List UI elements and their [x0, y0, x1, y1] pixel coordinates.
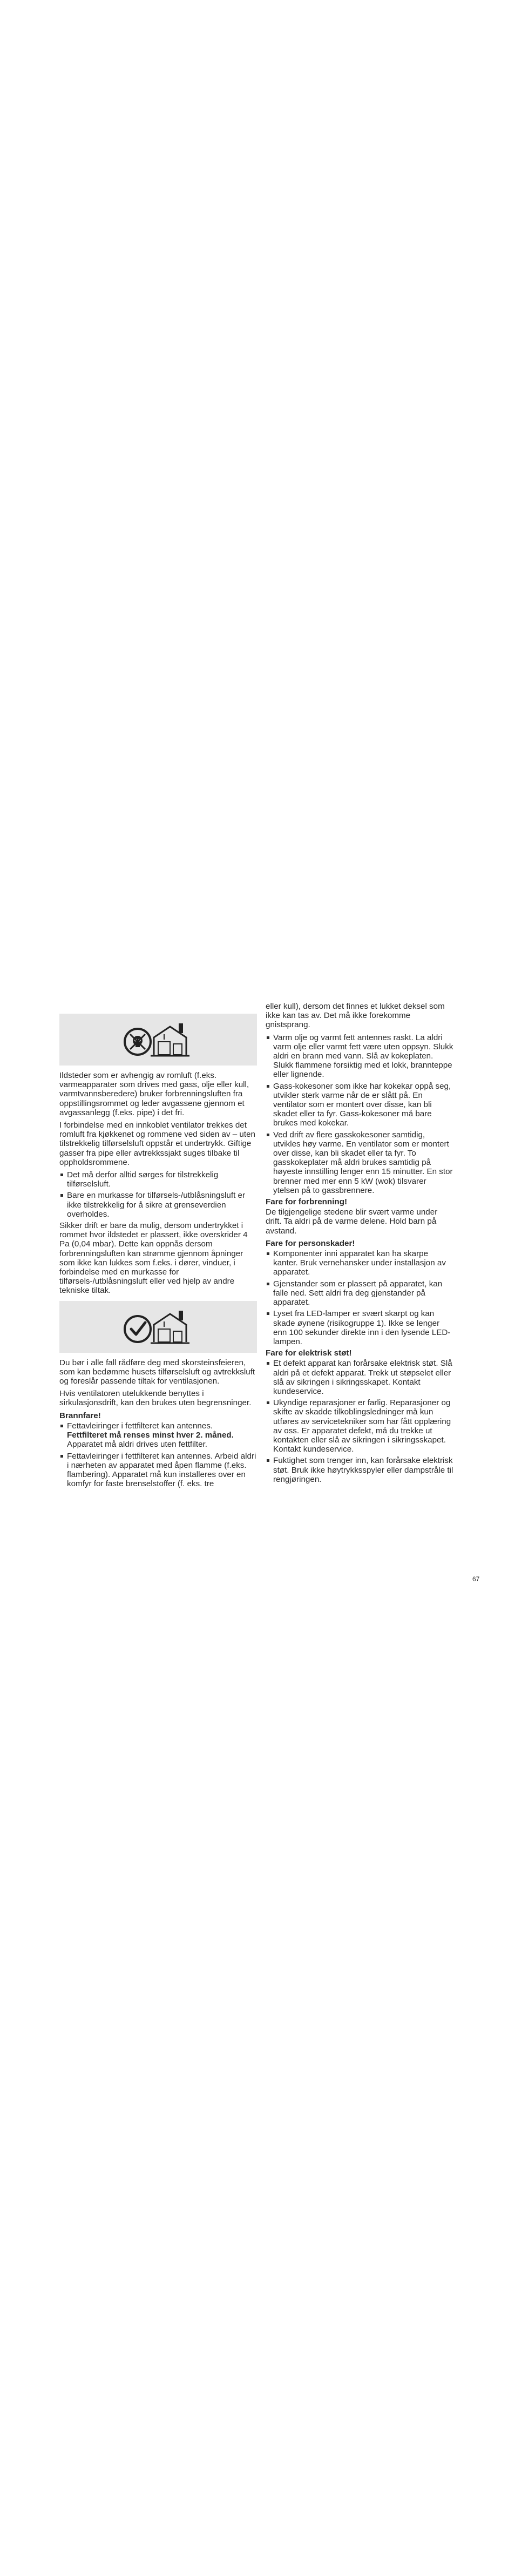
checkmark-house-icon [120, 1305, 196, 1348]
list-item: Varm olje og varmt fett antennes raskt. La aldri varm olje eller varmt fett være uten oppsyn. Slukk aldri en brann med vann. Slå av kokeplaten. Slukk flammene forsiktig med et lokk, brannteppe eller lignende. [266, 1033, 453, 1080]
bullet-list [266, 1359, 453, 1484]
left-column [59, 1014, 257, 1491]
paragraph: Sikker drift er bare da mulig, dersom undertrykket i rommet hvor ildstedet er plassert, ikke overskrider 4 Pa (0,04 mbar). Dette kan oppnås dersom forbrenningsluften kan strømme gjennom åpninger som ikke kan lukkes som f.eks. i dører, vinduer, i forbindelse med en murkasse for tilførsels-/utblåsningsluft eller ved hjelp av andre tekniske tiltak. [59, 1221, 248, 1296]
list-item: Gjenstander som er plassert på apparatet, kan falle ned. Sett aldri fra deg gjenstander på apparatet. [266, 1279, 453, 1307]
ok-illustration-box [59, 1301, 257, 1353]
right-column [266, 1002, 453, 1486]
bullet-list [266, 1033, 453, 1195]
list-item: Et defekt apparat kan forårsake elektrisk støt. Slå aldri på et defekt apparat. Trekk ut støpselet eller slå av sikringen i sikringsskapet. Kontakt kundeservice. [266, 1359, 453, 1396]
list-item: Gass-kokesoner som ikke har kokekar oppå seg, utvikler sterk varme når de er slått på. En ventilator som er montert over disse, kan bli skadet eller ta fyr. Gass-kokesoner må bare brukes med kokekar. [266, 1082, 453, 1128]
bullet-list [59, 1170, 257, 1219]
paragraph: Hvis ventilatoren utelukkende benyttes i sirkulasjonsdrift, kan den brukes uten begrensninger. [59, 1389, 252, 1408]
heading-injury: Fare for personskader! [266, 1238, 355, 1248]
paragraph: Ildsteder som er avhengig av romluft (f.eks. varmeapparater som drives med gass, olje eller kull, varmtvannsberedere) bruker forbrenningsluften fra oppstillingsrommet og leder avgassene gjennom et avgassanlegg (f.eks. pipe) i det fri. [59, 1071, 249, 1117]
skull-house-warning-icon [120, 1018, 196, 1061]
list-item: Det må derfor alltid sørges for tilstrekkelig tilførselsluft. [59, 1170, 257, 1189]
paragraph: I forbindelse med en innkoblet ventilator trekkes det romluft fra kjøkkenet og rommene ved siden av – uten tilstrekkelig tilførselsluft oppstår et undertrykk. Giftige gasser fra pipe eller avtrekkssjakt suges tilbake til oppholdsrommene. [59, 1121, 255, 1167]
heading-electric: Fare for elektrisk støt! [266, 1348, 352, 1358]
list-item: Bare en murkasse for tilførsels-/utblåsningsluft er ikke tilstrekkelig for å sikre at grenseverdien overholdes. [59, 1191, 257, 1219]
paragraph: Du bør i alle fall rådføre deg med skorsteinsfeieren, som kan bedømme husets tilførselsluft og avtrekksluft og foreslår passende tiltak for ventilasjonen. [59, 1358, 255, 1386]
list-item-text: Fettavleiringer i fettfilteret kan antennes. [67, 1421, 213, 1431]
paragraph: De tilgjengelige stedene blir svært varme under drift. Ta aldri på de varme delene. Hold barn på avstand. [266, 1208, 438, 1236]
list-item-emphasis: Fettfilteret må renses minst hver 2. måned. [67, 1431, 234, 1440]
heading-burn: Fare for forbrenning! [266, 1197, 348, 1207]
list-item: Ved drift av flere gasskokesoner samtidig, utvikles høy varme. En ventilator som er montert over disse, kan bli skadet eller ta fyr. To gasskokeplater må aldri brukes samtidig på høyeste innstilling lenger enn 15 minutter. En stor brenner med mer enn 5 kW (wok) tilsvarer ytelsen på to gassbrennere. [266, 1130, 453, 1195]
warning-illustration-box [59, 1014, 257, 1066]
list-item: Fuktighet som trenger inn, kan forårsake elektrisk støt. Bruk ikke høytrykksspyler eller dampstråle til rengjøringen. [266, 1456, 453, 1484]
bullet-list [266, 1249, 453, 1346]
bullet-list [59, 1421, 257, 1488]
list-item [59, 1421, 257, 1449]
paragraph: eller kull), dersom det finnes et lukket deksel som ikke kan tas av. Det må ikke forekomme gnistsprang. [266, 1002, 445, 1030]
list-item: Komponenter inni apparatet kan ha skarpe kanter. Bruk vernehansker under installasjon av apparatet. [266, 1249, 453, 1277]
list-item: Ukyndige reparasjoner er farlig. Reparasjoner og skifte av skadde tilkoblingsledninger må kun utføres av servicetekniker som har fått opplæring av oss. Er apparatet defekt, må du trekke ut kontakten eller slå av sikringen i sikringsskapet. Kontakt kundeservice. [266, 1398, 453, 1454]
list-item: Fettavleiringer i fettfilteret kan antennes. Arbeid aldri i nærheten av apparatet med åpen flamme (f.eks. flambering). Apparatet må kun installeres over en komfyr for faste brenselstoffer (f. eks. tre [59, 1452, 257, 1489]
list-item: Lyset fra LED-lamper er svært skarpt og kan skade øynene (risikogruppe 1). Ikke se lenger enn 100 sekunder direkte inn i den lysende LED-lampen. [266, 1309, 453, 1346]
heading-fire: Brannfare! [59, 1411, 101, 1420]
page-number: 67 [472, 1575, 480, 1583]
list-item-note: Apparatet må aldri drives uten fettfilter. [67, 1440, 208, 1449]
